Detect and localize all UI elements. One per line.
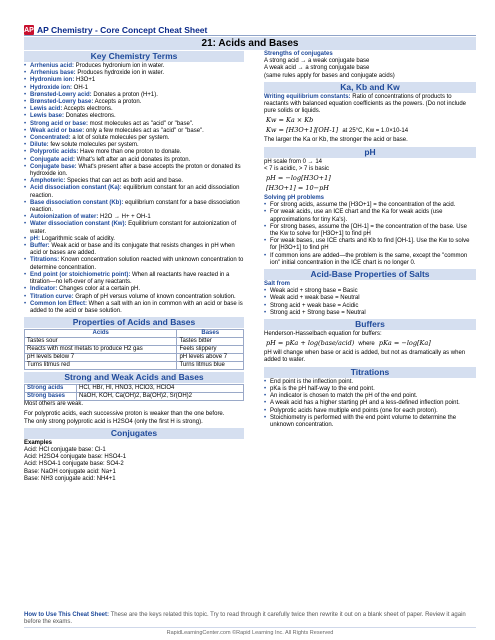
key-term-item (24, 301, 244, 315)
properties-heading: Properties of Acids and Bases (24, 317, 244, 328)
table-cell: pH levels above 7 (177, 354, 244, 362)
key-term-definition: What's present after a base accepts the proton or donated its hydroxide ion. (30, 163, 241, 178)
key-term-item (24, 77, 244, 84)
key-term-definition: H3O+1 (74, 77, 96, 84)
table-cell: Tastes bitter (177, 338, 244, 346)
how-to-label: How to Use This Cheat Sheet: (24, 612, 110, 618)
buffers-text: Henderson-Hasselbach equation for buffers: (264, 331, 382, 338)
conjugate-example: Acid: HSO4-1 conjugate base: SO4-2 (24, 461, 124, 468)
table-cell: Strong bases (25, 393, 77, 401)
conjugates-heading: Conjugates (24, 428, 244, 439)
key-term-name: Brønsted-Lowry acid: (30, 91, 92, 98)
conjugates-examples-label: Examples (24, 439, 53, 446)
key-term-item (24, 157, 244, 164)
strengths-heading: Strengths of conjugates (264, 51, 333, 57)
key-term-item (24, 149, 244, 156)
table-cell: Tastes sour (25, 338, 177, 346)
solving-item: • For strong bases, assume the [OH-1] = the concentration of the base. Use the Kw to solve for [H3O+1] to find pH (264, 224, 476, 238)
table-row (25, 354, 244, 362)
key-term-definition: H2O → H+ + OH-1 (98, 214, 151, 221)
key-term-item (24, 200, 244, 214)
sheet-title: AP Chemistry - Core Concept Cheat Sheet (37, 25, 208, 35)
strong-acids-bases-table (24, 384, 244, 401)
k-text-term: Writing equilibrium constants: (264, 93, 351, 100)
key-term-definition: Weak acid or base and its conjugate that resists changes in pH when acid or bases are added. (30, 243, 235, 257)
solving-item: • If common ions are added—the problem is the same, except the "common ion" initial concentration in the ICE chart is no longer 0. (264, 253, 476, 267)
table-cell: Feels slippery (177, 346, 244, 354)
key-term-item (24, 113, 244, 120)
how-to-text: These are the keys related this topic. Try to read through it carefully twice then rewrite it out on a blank sheet of paper. Review it again before the exams. (24, 612, 466, 626)
key-term-definition: Changes color at a certain pH. (57, 286, 141, 293)
table-row (25, 338, 244, 346)
key-term-name: Strong acid or base: (30, 120, 89, 127)
solving-item: • For weak acids, use an ICE chart and the Ka for weak acids (use approximations for tiny Ka's). (264, 209, 476, 223)
buffers-note: pH will change when base or acid is added, but not as dramatically as when added to water. (264, 350, 466, 364)
key-term-name: Concentrated: (30, 135, 71, 142)
key-terms-heading: Key Chemistry Terms (24, 51, 244, 62)
kw-eq2-text: Kw = [H3O+1][OH-1] (266, 126, 339, 135)
solving-item: • For strong acids, assume the [H3O+1] = the concentration of the acid. (264, 202, 476, 209)
key-term-definition: Produces hydronium ion in water. (74, 63, 165, 69)
titration-item: • A weak acid has a higher starting pH and a less-defined inflection point. (264, 400, 476, 407)
solving-heading: Solving pH problems (264, 195, 325, 202)
buffers-equation (266, 339, 476, 349)
key-term-name: Lewis base: (30, 113, 65, 120)
conjugates-list (24, 447, 244, 483)
salt-item: • Strong acid + Strong base = Neutral (264, 310, 476, 317)
key-term-item (24, 70, 244, 77)
strengths-list (264, 58, 476, 80)
key-term-name: pH: (30, 235, 40, 242)
key-term-item (24, 243, 244, 257)
key-term-name: Autoionization of water: (30, 214, 99, 221)
strength-line: A weak acid → a strong conjugate base (264, 65, 370, 72)
key-term-definition: equilibrium constant for a base dissociation reaction. (30, 199, 240, 214)
key-term-definition: most molecules act as "acid" or "base". (88, 120, 194, 127)
key-term-item (24, 236, 244, 243)
key-term-item (24, 121, 244, 128)
ap-logo-icon: AP (24, 26, 34, 34)
copyright-footer: RapidLearningCenter.com ©Rapid Learning Inc. All Rights Reserved (24, 627, 476, 636)
key-term-name: Arrhenius base: (30, 70, 76, 77)
key-term-definition: Produces hydroxide ion in water. (75, 70, 165, 77)
salt-from-label: Salt from (264, 281, 291, 288)
hh-equation: pH = pKa + log(base/acid) (266, 339, 355, 348)
table-row (25, 346, 244, 354)
table-row (25, 393, 244, 401)
table-cell: pH levels below 7 (25, 354, 177, 362)
table-row (25, 385, 244, 393)
titrations-heading: Titrations (264, 367, 476, 378)
key-term-item (24, 85, 244, 92)
key-term-name: Base dissociation constant (Kb): (30, 199, 124, 206)
key-term-name: Weak acid or base: (30, 127, 85, 134)
key-term-name: Conjugate acid: (30, 156, 76, 163)
key-term-definition: equilibrium constant for an acid dissociation reaction. (30, 185, 240, 199)
key-term-item (24, 99, 244, 106)
key-term-definition: Logarithmic scale of acidity. (40, 235, 115, 242)
ph-heading: pH (264, 147, 476, 158)
conjugate-example: Acid: HCl conjugate base: Cl-1 (24, 446, 106, 453)
ph-line-1: pH scale from 0 → 14 (264, 158, 323, 165)
table-cell: Reacts with most metals to produce H2 gas (25, 346, 177, 354)
key-term-item (24, 164, 244, 178)
key-term-definition: Graph of pH versus volume of known concentration solution. (73, 293, 236, 300)
k-text-body: Ratio of concentrations of products to reactants with balanced equation coefficients as the powers. (Do not include pure solids or liquids. (264, 93, 467, 115)
table-cell: HCl, HBr, HI, HNO3, HClO3, HClO4 (77, 385, 244, 393)
key-term-definition: Known concentration solution reacted with unknown concentration to determine concentration. (30, 257, 244, 271)
left-column (24, 51, 244, 483)
salts-heading: Acid-Base Properties of Salts (264, 269, 476, 280)
key-term-name: Acid dissociation constant (Ka): (30, 185, 122, 192)
key-term-definition: Equilibrium constant for autoionization of water. (30, 221, 237, 235)
key-term-name: Conjugate base: (30, 163, 77, 170)
key-term-definition: Accepts a proton. (93, 99, 142, 106)
key-terms-list (24, 63, 244, 315)
how-to-use-note (24, 612, 476, 626)
key-term-name: Lewis acid: (30, 106, 63, 113)
salt-item: • Strong acid + weak base = Acidic (264, 303, 476, 310)
key-term-definition: When all reactants have reacted in a titration—no left-over of any reactants. (30, 271, 230, 286)
key-term-definition: Have more than one proton to donate. (78, 149, 182, 156)
bases-column-header: Bases (177, 330, 244, 338)
k-text (264, 94, 476, 116)
sheet-title-bar (24, 25, 476, 36)
key-term-definition: When a salt with an ion in common with an acid or base is added to the acid or base solution. (30, 300, 243, 314)
conjugate-example: Base: NaOH conjugate acid: Na+1 (24, 468, 116, 475)
acids-column-header: Acids (25, 330, 177, 338)
key-term-name: Titration curve: (30, 293, 74, 300)
salts-list (264, 288, 476, 317)
conjugate-example: Base: NH3 conjugate acid: NH4+1 (24, 475, 116, 482)
salt-item: • Weak acid + strong base = Basic (264, 288, 476, 295)
right-column (264, 51, 476, 429)
key-term-item (24, 92, 244, 99)
key-term-item (24, 214, 244, 221)
properties-table (24, 329, 244, 370)
key-term-item (24, 221, 244, 235)
topic-title: 21: Acids and Bases (24, 37, 476, 50)
pka-equation: pKa = −log[Ka] (378, 339, 431, 348)
strong-note: Most others are weak. (24, 401, 84, 408)
key-term-definition: Accepts electrons. (62, 106, 113, 113)
titrations-list (264, 379, 476, 429)
key-term-name: Brønsted-Lowry base: (30, 99, 94, 106)
key-term-item (24, 286, 244, 293)
table-row (25, 362, 244, 370)
buffers-where: where (358, 341, 375, 348)
key-term-item (24, 135, 244, 142)
polyprotic-note-b: The only strong polyprotic acid is H2SO4 (only the first H is strong). (24, 418, 203, 425)
key-term-definition: few solute molecules per system. (48, 142, 139, 149)
key-term-name: Titrations: (30, 257, 60, 264)
conjugate-example: Acid: H2SO4 conjugate base: HSO4-1 (24, 454, 127, 461)
key-term-definition: OH-1 (72, 84, 89, 91)
titration-item: • End point is the inflection point. (264, 379, 476, 386)
key-term-name: Arrhenius acid: (30, 63, 75, 69)
strong-weak-heading: Strong and Weak Acids and Bases (24, 372, 244, 383)
key-term-name: Hydroxide ion: (30, 84, 73, 91)
polyprotic-note-a: For polyprotic acids, each successive proton is weaker than the one before. (24, 411, 225, 418)
key-term-definition: Species that can act as both acid and base. (65, 178, 184, 185)
ph-equation-2: [H3O+1] = 10−pH (266, 184, 329, 193)
k-heading: Ka, Kb and Kw (264, 82, 476, 93)
titration-item: • An indicator is chosen to match the pH of the end point. (264, 393, 476, 400)
key-term-item (24, 142, 244, 149)
key-term-name: End point (or stoichiometric point): (30, 271, 131, 278)
key-term-definition: only a few molecules act as "acid" or "base". (84, 127, 204, 134)
key-term-item (24, 178, 244, 185)
kw-equation-1: Kw = Ka × Kb (266, 116, 314, 125)
key-term-item (24, 272, 244, 286)
table-cell: Turns litmus blue (177, 362, 244, 370)
salt-item: • Weak acid + weak base = Neutral (264, 295, 476, 302)
table-cell: NaOH, KOH, Ca(OH)2, Ba(OH)2, Sr(OH)2 (77, 393, 244, 401)
key-term-item (24, 63, 244, 70)
key-term-name: Water dissociation constant (Kw): (30, 221, 127, 228)
key-term-item (24, 185, 244, 199)
k-note: The larger the Ka or Kb, the stronger the acid or base. (264, 137, 408, 144)
strength-line: A strong acid → a weak conjugate base (264, 58, 370, 65)
solving-list (264, 202, 476, 267)
kw-eq2-note: at 25°C, Kw = 1.0×10-14 (342, 128, 409, 135)
ph-equation-1: pH = −log[H3O+1] (266, 174, 331, 183)
key-term-item (24, 257, 244, 271)
table-cell: Strong acids (25, 385, 77, 393)
key-term-name: Indicator: (30, 286, 58, 293)
key-term-definition: What's left after an acid donates its proton. (75, 156, 191, 163)
key-term-definition: Donates electrons. (64, 113, 116, 120)
solving-item: • For weak bases, use ICE charts and Kb to find [OH-1]. Use the Kw to solve for [H3O+1] to find pH (264, 238, 476, 252)
key-term-item (24, 294, 244, 301)
key-term-item (24, 106, 244, 113)
key-term-name: Polyprotic acids: (30, 149, 79, 156)
ph-line-2: < 7 is acidic, > 7 is basic (264, 165, 330, 172)
strength-line: (same rules apply for bases and conjugate acids) (264, 72, 395, 79)
titration-item: • Polyprotic acids have multiple end points (one for each proton). (264, 408, 476, 415)
key-term-name: Buffer: (30, 243, 50, 250)
table-cell: Turns litmus red (25, 362, 177, 370)
key-term-name: Dilute: (30, 142, 49, 149)
key-term-name: Hydronium ion: (30, 77, 75, 84)
key-term-definition: a lot of solute molecules per system. (70, 135, 170, 142)
buffers-heading: Buffers (264, 319, 476, 330)
titration-item: • Stoichiometry is performed with the end point volume to determine the unknown concentration. (264, 415, 476, 429)
titration-item: • pKa is the pH half-way to the end point. (264, 386, 476, 393)
kw-equation-2 (266, 126, 476, 136)
key-term-name: Amphoteric: (30, 178, 66, 185)
key-term-definition: Donates a proton (H+1). (91, 91, 158, 98)
key-term-name: Common Ion Effect: (30, 300, 87, 307)
key-term-item (24, 128, 244, 135)
